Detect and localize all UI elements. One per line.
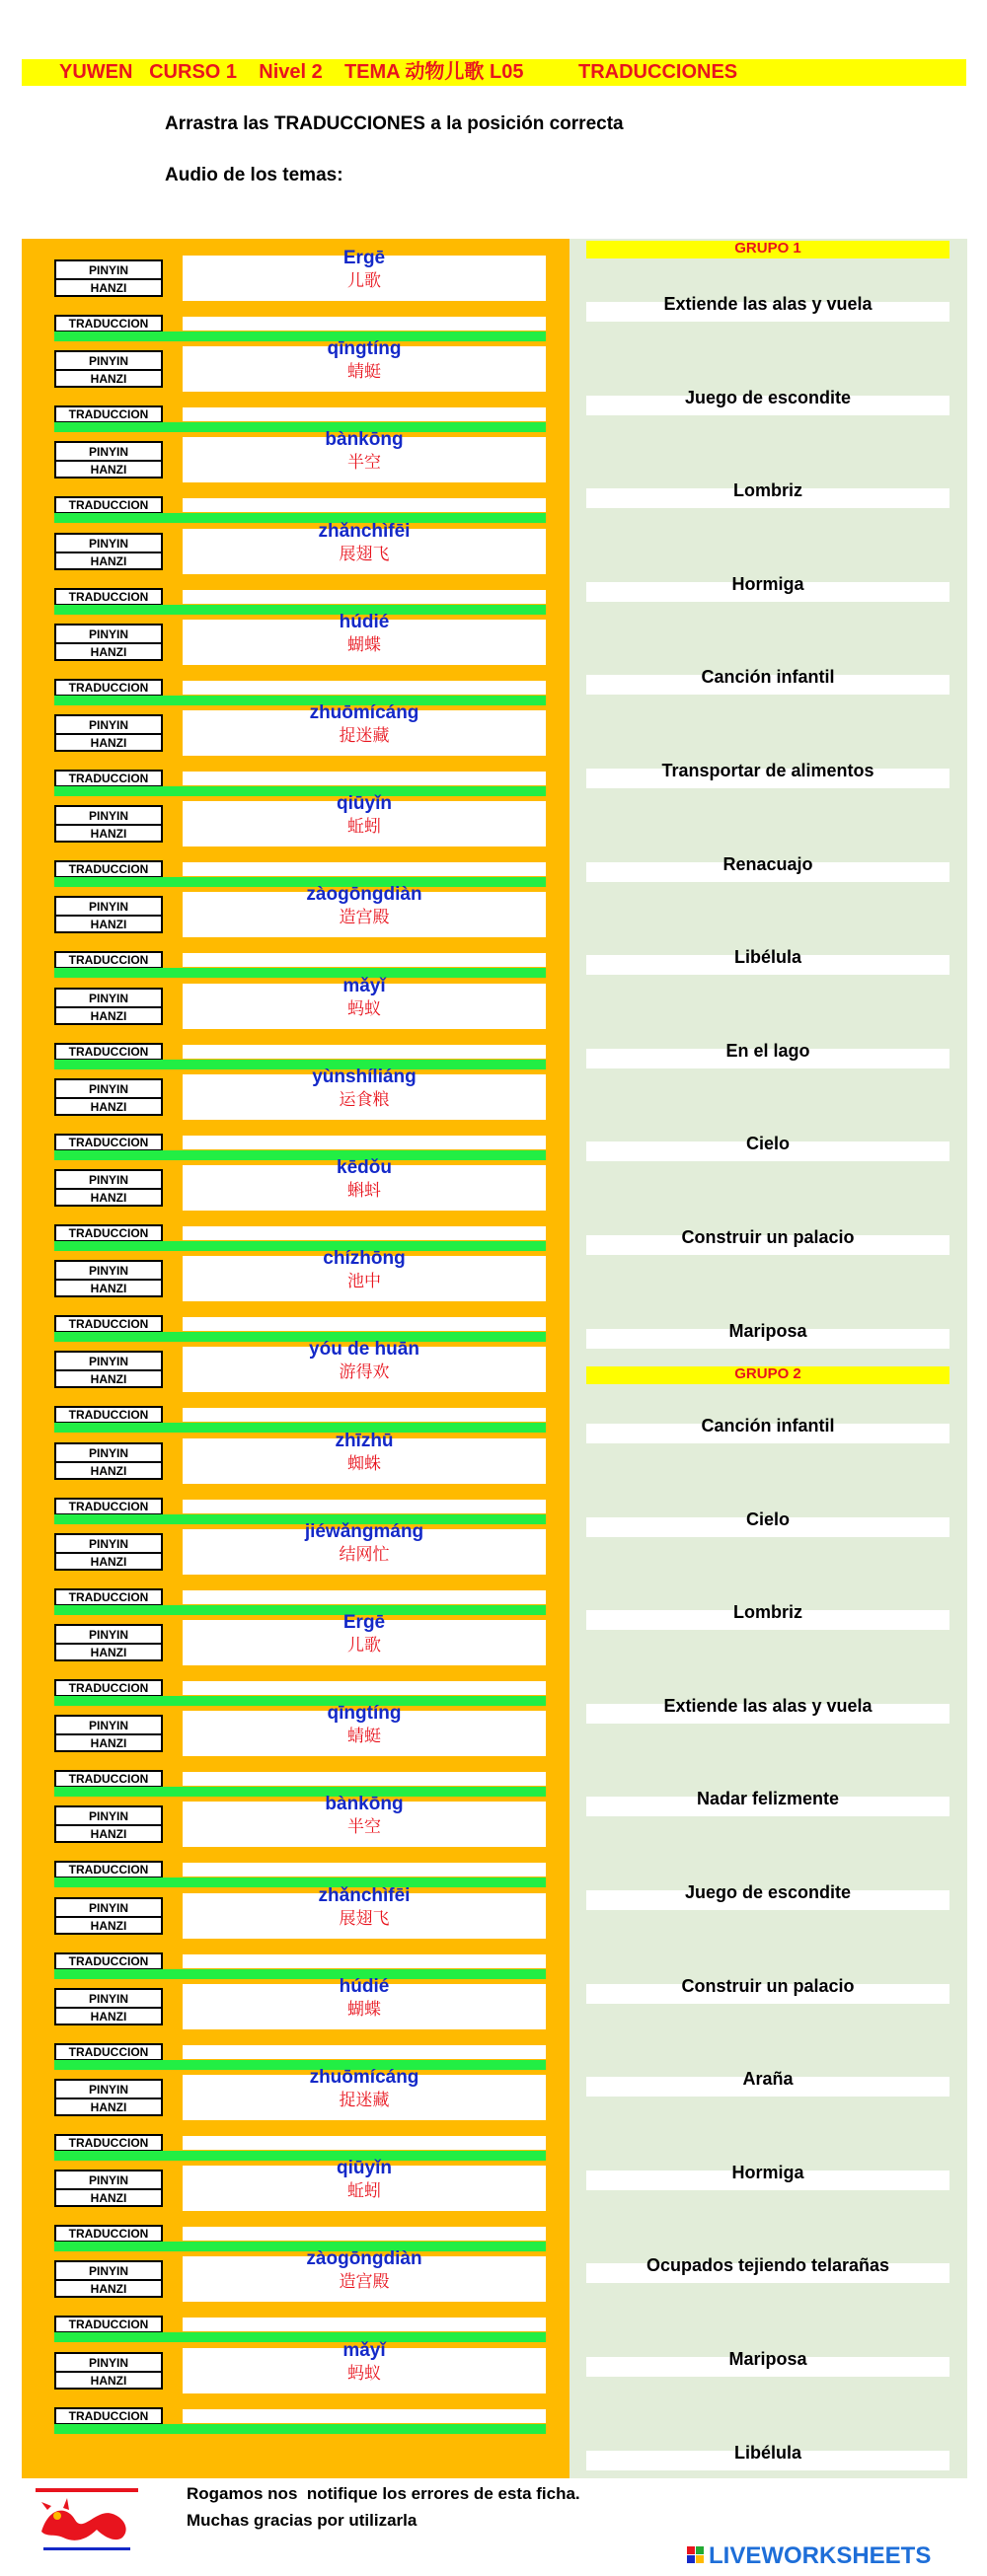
pinyin-label: PINYIN [88,1628,128,1642]
word-card [183,1248,546,1301]
pinyin-text: kēdǒu [337,1157,392,1178]
pinyin-text: jiéwǎngmáng [304,1520,424,1542]
pinyin-hanzi-labels [54,714,163,752]
pinyin-hanzi-labels [54,624,163,661]
word-card [183,338,546,392]
translation-text: Mariposa [728,1320,807,1341]
traduccion-label: TRADUCCION [68,2227,149,2242]
traduccion-label-box [54,2407,163,2425]
traduccion-label: TRADUCCION [68,589,149,604]
traduccion-label: TRADUCCION [68,1408,149,1423]
pinyin-hanzi-labels [54,1988,163,2025]
pinyin-hanzi-labels [54,1805,163,1843]
pinyin-label: PINYIN [88,1264,128,1279]
traduccion-label: TRADUCCION [68,1681,149,1695]
draggable-translation-card[interactable] [586,387,949,415]
pinyin-label: PINYIN [88,2264,128,2279]
pinyin-label: PINYIN [88,354,128,369]
hanzi-label: HANZI [90,2373,127,2388]
translation-text: Araña [742,2069,794,2090]
translation-text: En el lago [725,1040,810,1061]
pinyin-label: PINYIN [88,1719,128,1733]
hanzi-label: HANZI [90,1463,127,1478]
traduccion-label-box [54,1588,163,1606]
pinyin-label: PINYIN [88,1991,128,2006]
hanzi-text: 儿歌 [347,271,381,290]
draggable-translation-card[interactable] [586,2349,949,2377]
worksheet-title: YUWEN CURSO 1 Nivel 2 TEMA 动物儿歌 L05 TRADUCCIONES [59,61,738,83]
hanzi-label: HANZI [90,1372,127,1387]
translation-text: Construir un palacio [681,1227,855,1247]
pinyin-hanzi-labels [54,1442,163,1480]
translation-text: Hormiga [731,573,804,594]
draggable-translation-card[interactable] [586,2162,949,2190]
pinyin-text: bànkōng [325,429,404,451]
translation-drop-zone[interactable] [183,953,546,967]
traduccion-label-box [54,1770,163,1788]
pinyin-label: PINYIN [88,536,128,551]
translation-drop-zone[interactable] [183,1681,546,1695]
hanzi-text: 捉迷藏 [339,726,390,745]
traduccion-label-box [54,1679,163,1697]
traduccion-label: TRADUCCION [68,1589,149,1604]
hanzi-text: 蚂蚁 [347,998,381,1018]
pinyin-text: mǎyǐ [342,975,386,996]
word-card [183,1975,546,2029]
pinyin-label: PINYIN [88,1081,128,1096]
word-card [183,2158,546,2211]
translation-drop-line[interactable] [54,2424,546,2434]
draggable-translation-card[interactable] [586,947,949,975]
hanzi-label: HANZI [90,1099,127,1114]
draggable-translation-card[interactable] [586,1789,949,1816]
pinyin-text: zhīzhū [335,1430,394,1451]
draggable-translation-card[interactable] [586,1416,949,1443]
traduccion-label: TRADUCCION [68,1863,149,1877]
draggable-translation-card[interactable] [586,1227,949,1255]
draggable-translation-card[interactable] [586,1602,949,1630]
translation-text: Lombriz [733,1602,802,1623]
hanzi-text: 蚂蚁 [347,2363,381,2383]
hanzi-text: 运食粮 [339,1089,390,1109]
translation-drop-zone[interactable] [183,862,546,876]
pinyin-hanzi-labels [54,1078,163,1116]
hanzi-text: 结网忙 [339,1544,390,1564]
footer-note: Rogamos nos notifique los errores de esta ficha. [187,2484,580,2503]
pinyin-text: húdié [339,611,390,632]
group-title: GRUPO 2 [734,1365,801,1382]
translation-drop-zone[interactable] [183,772,546,785]
pinyin-label: PINYIN [88,1809,128,1824]
traduccion-label: TRADUCCION [68,1044,149,1059]
hanzi-text: 造宫殿 [339,908,390,927]
pinyin-label: PINYIN [88,2355,128,2370]
hanzi-label: HANZI [90,1827,127,1842]
hanzi-text: 蝌蚪 [347,1181,381,1200]
traduccion-label: TRADUCCION [68,1317,149,1332]
traduccion-label: TRADUCCION [68,1226,149,1240]
translation-text: Construir un palacio [681,1975,855,1996]
draggable-translation-card[interactable] [586,1882,949,1910]
pinyin-hanzi-labels [54,1897,163,1935]
traduccion-label-box [54,770,163,787]
word-card [183,1794,546,1847]
translation-text: Hormiga [731,2162,804,2182]
pinyin-label: PINYIN [88,2173,128,2188]
traduccion-label: TRADUCCION [68,2408,149,2423]
group-title: GRUPO 1 [734,240,801,257]
hanzi-text: 造宫殿 [339,2272,390,2292]
word-card [183,2339,546,2393]
traduccion-label-box [54,2316,163,2333]
translation-text: Juego de escondite [684,1882,852,1902]
hanzi-label: HANZI [90,372,127,387]
footer-thanks: Muchas gracias por utilizarla [187,2511,418,2530]
word-card [183,1430,546,1484]
pinyin-text: zhǎnchìfēi [318,520,411,542]
pinyin-text: zhuōmícáng [309,2067,419,2088]
translation-text: Extiende las alas y vuela [663,1695,873,1716]
hanzi-text: 蜻蜓 [347,362,381,382]
translation-text: Canción infantil [701,1416,835,1435]
word-card [183,1884,546,1939]
traduccion-label-box [54,679,163,697]
translation-drop-zone[interactable] [183,1863,546,1877]
draggable-translation-card[interactable] [586,2069,949,2097]
pinyin-text: mǎyǐ [342,2339,386,2361]
translation-text: Cielo [745,1134,790,1154]
hanzi-label: HANZI [90,2191,127,2206]
pinyin-label: PINYIN [88,718,128,732]
pinyin-text: chízhōng [323,1248,406,1270]
pinyin-hanzi-labels [54,988,163,1025]
pinyin-hanzi-labels [54,1169,163,1207]
translation-drop-zone[interactable] [183,1226,546,1240]
pinyin-hanzi-labels [54,805,163,843]
draggable-translation-card[interactable] [586,2255,949,2283]
translation-text: Transportar de alimentos [661,761,874,780]
translation-drop-zone[interactable] [183,1317,546,1331]
translation-drop-zone[interactable] [183,1045,546,1059]
hanzi-text: 半空 [347,453,381,473]
draggable-translation-card[interactable] [586,667,949,695]
word-card [183,702,546,756]
pinyin-hanzi-labels [54,2079,163,2116]
pinyin-text: zàogōngdiàn [306,884,422,906]
pinyin-text: zhǎnchìfēi [318,1884,411,1906]
traduccion-label-box [54,951,163,969]
traduccion-label: TRADUCCION [68,2044,149,2059]
translation-text: Juego de escondite [684,387,852,407]
word-card [183,429,546,482]
translation-drop-zone[interactable] [183,1500,546,1513]
pinyin-label: PINYIN [88,1900,128,1915]
translation-drop-zone[interactable] [183,2409,546,2423]
translation-drop-zone[interactable] [183,1954,546,1968]
pinyin-hanzi-labels [54,259,163,297]
traduccion-label: TRADUCCION [68,953,149,968]
pinyin-hanzi-labels [54,441,163,478]
word-card [183,248,546,301]
translation-text: Nadar felizmente [696,1789,840,1809]
hanzi-label: HANZI [90,281,127,295]
pinyin-hanzi-labels [54,1260,163,1297]
pinyin-text: qīngtíng [327,1703,402,1725]
hanzi-label: HANZI [90,1736,127,1751]
pinyin-hanzi-labels [54,1624,163,1661]
traduccion-label: TRADUCCION [68,1953,149,1968]
hanzi-label: HANZI [90,1282,127,1296]
traduccion-label: TRADUCCION [68,2136,149,2150]
translation-drop-zone[interactable] [183,1136,546,1149]
pinyin-hanzi-labels [54,350,163,388]
pinyin-hanzi-labels [54,1715,163,1752]
draggable-translation-card[interactable] [586,294,949,322]
traduccion-label: TRADUCCION [68,2318,149,2332]
hanzi-label: HANZI [90,1008,127,1023]
translation-text: Libélula [733,947,801,968]
translation-text: Canción infantil [701,667,835,688]
hanzi-text: 捉迷藏 [339,2091,390,2109]
traduccion-label-box [54,2043,163,2061]
word-card [183,520,546,574]
hanzi-text: 半空 [347,1817,381,1837]
hanzi-label: HANZI [90,1554,127,1569]
pinyin-label: PINYIN [88,2083,128,2097]
pinyin-text: qiūyǐn [337,2158,392,2179]
traduccion-label-box [54,1315,163,1333]
word-card [183,1066,546,1120]
pinyin-text: Ergē [342,1612,386,1633]
translation-text: Renacuajo [722,853,813,874]
draggable-translation-card[interactable] [586,1320,949,1349]
traduccion-label-box [54,1043,163,1061]
traduccion-label-box [54,1952,163,1970]
liveworksheets-logo [685,2540,981,2570]
translation-drop-zone[interactable] [183,2136,546,2150]
traduccion-label: TRADUCCION [68,407,149,422]
traduccion-label-box [54,860,163,878]
word-card [183,611,546,665]
draggable-translation-card[interactable] [586,480,949,508]
hanzi-label: HANZI [90,2282,127,2297]
traduccion-label-box [54,2225,163,2243]
pinyin-hanzi-labels [54,896,163,933]
translation-drop-zone[interactable] [183,498,546,512]
pinyin-text: yóu de huān [309,1339,419,1361]
draggable-translation-card[interactable] [586,1695,949,1724]
hanzi-text: 蜘蛛 [347,1453,381,1473]
pinyin-label: PINYIN [88,445,128,460]
pinyin-label: PINYIN [88,1536,128,1551]
pinyin-label: PINYIN [88,1355,128,1369]
group-header [586,241,949,258]
traduccion-label: TRADUCCION [68,1135,149,1149]
word-card [183,1339,546,1392]
pinyin-hanzi-labels [54,2260,163,2298]
draggable-translation-card[interactable] [586,2442,949,2470]
hanzi-label: HANZI [90,644,127,659]
word-card [183,793,546,846]
traduccion-label-box [54,405,163,423]
translation-drop-zone[interactable] [183,407,546,421]
pinyin-hanzi-labels [54,2352,163,2390]
pinyin-text: yùnshíliáng [312,1066,417,1087]
word-card [183,2248,546,2302]
word-card [183,884,546,937]
hanzi-text: 蚯蚓 [347,817,381,837]
draggable-translation-card[interactable] [586,1975,949,2004]
hanzi-label: HANZI [90,553,127,568]
translation-text: Lombriz [733,480,802,501]
pinyin-hanzi-labels [54,2170,163,2207]
word-card [183,1703,546,1756]
hanzi-text: 蚯蚓 [347,2181,381,2201]
pinyin-label: PINYIN [88,263,128,277]
translation-text: Ocupados tejiendo telarañas [645,2255,890,2276]
traduccion-label: TRADUCCION [68,1499,149,1513]
traduccion-label: TRADUCCION [68,1772,149,1787]
hanzi-label: HANZI [90,2009,127,2024]
hanzi-label: HANZI [90,827,127,842]
draggable-translation-card[interactable] [586,573,949,602]
traduccion-label-box [54,2134,163,2152]
translation-text: Libélula [733,2442,801,2463]
pinyin-label: PINYIN [88,626,128,641]
hanzi-text: 儿歌 [347,1636,381,1655]
traduccion-label: TRADUCCION [68,862,149,877]
word-card [183,1612,546,1665]
traduccion-label-box [54,1498,163,1515]
pinyin-label: PINYIN [88,809,128,824]
instruction-text: Arrastra las TRADUCCIONES a la posición correcta [165,113,624,134]
traduccion-label-box [54,315,163,332]
translation-drop-zone[interactable] [183,2318,546,2331]
pinyin-label: PINYIN [88,1445,128,1460]
translation-drop-zone[interactable] [183,1590,546,1604]
hanzi-text: 蝴蝶 [347,634,381,654]
traduccion-label-box [54,1224,163,1242]
traduccion-label-box [54,588,163,606]
pinyin-label: PINYIN [88,900,128,915]
draggable-translation-card[interactable] [586,853,949,882]
draggable-translation-card[interactable] [586,1509,949,1537]
traduccion-label-box [54,496,163,514]
pinyin-hanzi-labels [54,1533,163,1571]
pinyin-text: qiūyǐn [337,793,392,815]
audio-label: Audio de los temas: [165,165,343,185]
traduccion-label: TRADUCCION [68,498,149,513]
translation-drop-zone[interactable] [183,317,546,331]
hanzi-text: 蝴蝶 [347,1999,381,2019]
hanzi-text: 展翅飞 [339,544,390,563]
draggable-translation-card[interactable] [586,1040,949,1068]
hanzi-label: HANZI [90,1918,127,1933]
pinyin-label: PINYIN [88,1173,128,1187]
draggable-translation-card[interactable] [586,1134,949,1161]
hanzi-label: HANZI [90,2100,127,2114]
translation-drop-zone[interactable] [183,2045,546,2059]
translation-text: Mariposa [728,2349,807,2369]
translation-drop-zone[interactable] [183,1772,546,1786]
word-card [183,1520,546,1575]
traduccion-label: TRADUCCION [68,317,149,331]
pinyin-text: zhuōmícáng [309,702,419,723]
hanzi-text: 游得欢 [339,1362,390,1382]
association-logo [28,2486,146,2557]
pinyin-text: húdié [339,1975,390,1997]
translation-drop-zone[interactable] [183,590,546,604]
translation-text: Cielo [745,1509,790,1529]
pinyin-hanzi-labels [54,533,163,570]
traduccion-label: TRADUCCION [68,772,149,785]
traduccion-label-box [54,1861,163,1878]
hanzi-label: HANZI [90,1191,127,1205]
hanzi-text: 蜻蜓 [347,1727,381,1746]
word-card [183,975,546,1029]
hanzi-label: HANZI [90,1646,127,1659]
pinyin-text: zàogōngdiàn [306,2248,422,2270]
translation-drop-zone[interactable] [183,681,546,695]
word-card [183,2067,546,2120]
pinyin-text: bànkōng [325,1794,404,1815]
traduccion-label-box [54,1406,163,1424]
hanzi-label: HANZI [90,736,127,750]
liveworksheets-brand-text: LIVEWORKSHEETS [709,2542,932,2569]
translation-drop-zone[interactable] [183,2227,546,2241]
hanzi-label: HANZI [90,918,127,932]
group-header [586,1366,949,1384]
traduccion-label-box [54,1134,163,1151]
hanzi-text: 展翅飞 [339,1908,390,1928]
pinyin-hanzi-labels [54,1351,163,1388]
pinyin-text: qīngtíng [327,338,402,360]
traduccion-label: TRADUCCION [68,680,149,695]
hanzi-text: 池中 [347,1272,381,1291]
pinyin-label: PINYIN [88,991,128,1005]
draggable-translation-card[interactable] [586,761,949,788]
word-card [183,1157,546,1211]
translation-text: Extiende las alas y vuela [663,294,873,314]
translation-drop-zone[interactable] [183,1408,546,1422]
hanzi-label: HANZI [90,463,127,478]
pinyin-text: Ergē [342,248,386,268]
